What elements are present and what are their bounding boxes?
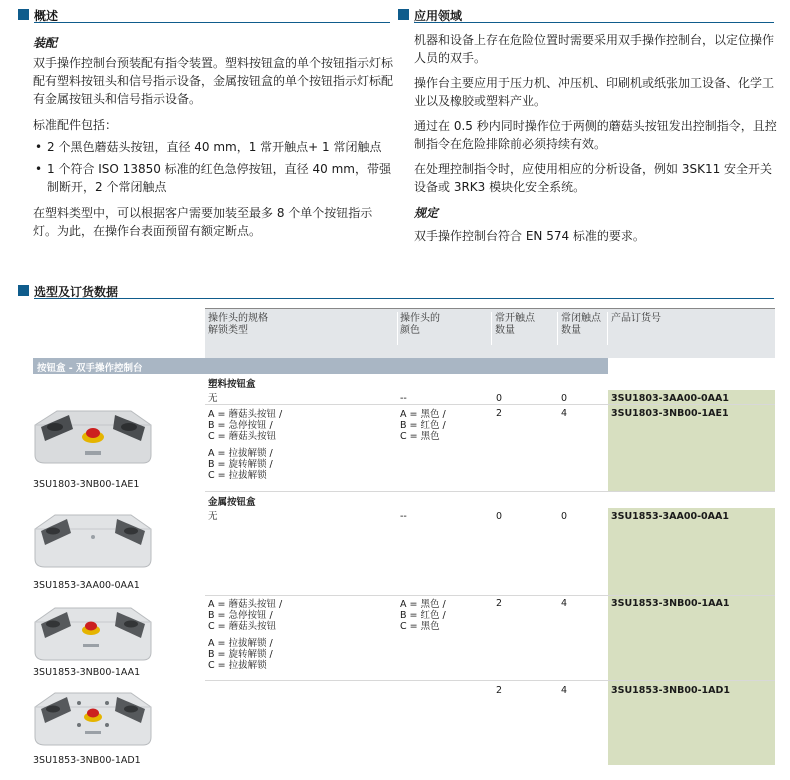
table-header-top-line [205, 308, 775, 309]
color-line: C = 黑色 [400, 621, 440, 632]
header-no-contacts [495, 313, 535, 337]
overview-heading [18, 7, 390, 23]
table-header [205, 309, 775, 358]
color-dash: -- [400, 511, 407, 522]
application-para: 操作台主要应用于压力机、冲压机、印刷机或纸张加工设备、化学工业以及橡胶或塑料产业。 [414, 76, 775, 108]
no-count: 2 [496, 408, 503, 419]
color-dash: -- [400, 393, 407, 404]
spec-line: C = 蘑菇头按钮 [208, 621, 277, 632]
overview-para-1: 双手操作控制台预装配有指令装置。塑料按钮盒的单个按钮指示灯标配有塑料按钮头和信号指示设备，金属按钮盒的单个按钮指示灯标配有金属按钮头和信号指示设备。 [33, 56, 394, 106]
section-rule [34, 298, 774, 299]
unlock-line: B = 旋转解锁 / [208, 459, 273, 470]
order-number[interactable]: 3SU1853-3NB00-1AD1 [611, 685, 730, 696]
header-separator [607, 312, 608, 345]
nc-count: 0 [561, 393, 568, 404]
header-no-line1: 常开触点 [495, 313, 535, 324]
header-order-line1: 产品订货号 [611, 313, 661, 324]
nc-count: 4 [561, 598, 568, 609]
nc-count: 0 [561, 511, 568, 522]
bullet-item: • 2 个黑色蘑菇头按钮，直径 40 mm，1 常开触点+ 1 常闭触点 [33, 138, 393, 156]
regulation-title: 规定 [414, 206, 439, 220]
standard-parts-label: 标准配件包括： [33, 118, 118, 132]
section-rule [34, 22, 390, 23]
unlock-line: C = 拉拔解锁 [208, 660, 267, 671]
spec-none: 无 [208, 393, 218, 404]
order-cell-bg [608, 508, 775, 765]
group-bar [33, 358, 608, 374]
application-body [414, 31, 777, 245]
application-para: 在处理控制指令时，应使用相应的分析设备，例如 3SK11 安全开关设备或 3RK3 模块化安全系统。 [414, 162, 773, 194]
product-image-label: 3SU1853-3NB00-1AD1 [33, 755, 141, 766]
plastic-box-title: 塑料按钮盒 [208, 379, 256, 390]
row-separator [205, 595, 775, 596]
no-count: 2 [496, 598, 503, 609]
unlock-line: C = 拉拔解锁 [208, 470, 267, 481]
application-title: 应用领域 [414, 9, 463, 23]
order-number[interactable]: 3SU1803-3AA00-0AA1 [611, 393, 729, 404]
spec-unlock [208, 638, 273, 671]
header-order-no [611, 313, 661, 325]
spec-line: B = 急停按钮 / [208, 420, 273, 431]
row-separator [205, 491, 775, 492]
spec-unlock [208, 448, 273, 481]
header-separator [397, 312, 398, 345]
application-heading [398, 7, 774, 23]
section-rule [414, 22, 774, 23]
product-image-metal-estop-lamps [33, 683, 153, 753]
overview-subtitle: 装配 [33, 36, 58, 50]
selection-title: 选型及订货数据 [34, 285, 119, 299]
section-marker [398, 9, 409, 20]
header-spec [208, 313, 268, 337]
color-line: A = 黑色 / [400, 409, 446, 420]
color-list [400, 409, 446, 442]
product-image-metal-blank [33, 505, 153, 575]
spec-line: A = 蘑菇头按钮 / [208, 599, 283, 610]
color-line: C = 黑色 [400, 431, 440, 442]
nc-count: 4 [561, 408, 568, 419]
product-image-plastic-estop [33, 403, 153, 473]
spec-line: A = 蘑菇头按钮 / [208, 409, 283, 420]
color-line: B = 红色 / [400, 610, 446, 621]
spec-heads [208, 409, 282, 442]
order-number[interactable]: 3SU1853-3AA00-0AA1 [611, 511, 729, 522]
header-color [400, 313, 440, 337]
header-spec-line1: 操作头的规格 [208, 313, 268, 324]
header-color-line2: 颜色 [400, 325, 420, 336]
group-bar-label: 按钮盒 - 双手操作控制台 [37, 363, 143, 374]
header-no-line2: 数量 [495, 325, 515, 336]
header-separator [491, 312, 492, 345]
product-image-label: 3SU1853-3NB00-1AA1 [33, 667, 141, 678]
application-para: 通过在 0.5 秒内同时操作位于两侧的蘑菇头按钮发出控制指令，且控制指令在危险排除前必须持续有效。 [414, 119, 777, 151]
header-nc-line1: 常闭触点 [561, 313, 601, 324]
spec-heads [208, 599, 282, 632]
color-line: A = 黑色 / [400, 599, 446, 610]
section-marker [18, 9, 29, 20]
section-marker [18, 285, 29, 296]
order-cell-bg [608, 390, 775, 491]
header-nc-contacts [561, 313, 601, 337]
header-color-line1: 操作头的 [400, 313, 440, 324]
product-image-metal-estop [33, 598, 153, 668]
overview-body [33, 34, 393, 240]
spec-line: B = 急停按钮 / [208, 610, 273, 621]
color-line: B = 红色 / [400, 420, 446, 431]
row-separator [205, 404, 775, 405]
product-image-label: 3SU1853-3AA00-0AA1 [33, 580, 140, 591]
unlock-line: A = 拉拔解锁 / [208, 448, 273, 459]
header-separator [557, 312, 558, 345]
application-para: 机器和设备上存在危险位置时需要采用双手操作控制台，以定位操作人员的双手。 [414, 33, 775, 65]
no-count: 2 [496, 685, 503, 696]
metal-box-title: 金属按钮盒 [208, 497, 256, 508]
unlock-line: B = 旋转解锁 / [208, 649, 273, 660]
unlock-line: A = 拉拔解锁 / [208, 638, 273, 649]
no-count: 0 [496, 511, 503, 522]
product-image-label: 3SU1803-3NB00-1AE1 [33, 479, 140, 490]
row-separator [205, 680, 775, 681]
order-number[interactable]: 3SU1803-3NB00-1AE1 [611, 408, 729, 419]
no-count: 0 [496, 393, 503, 404]
header-nc-line2: 数量 [561, 325, 581, 336]
overview-para-2: 在塑料类型中，可以根据客户需要加装至最多 8 个单个按钮指示灯。为此，在操作台表面预留有额定断点。 [33, 206, 373, 238]
spec-none: 无 [208, 511, 218, 522]
overview-title: 概述 [34, 9, 59, 23]
spec-line: C = 蘑菇头按钮 [208, 431, 277, 442]
selection-heading [18, 283, 774, 299]
order-number[interactable]: 3SU1853-3NB00-1AA1 [611, 598, 730, 609]
nc-count: 4 [561, 685, 568, 696]
bullet-item: • 1 个符合 ISO 13850 标准的红色急停按钮，直径 40 mm，带强制断开，2 个常闭触点 [33, 160, 393, 196]
header-spec-line2: 解锁类型 [208, 325, 248, 336]
color-list [400, 599, 446, 632]
regulation-text: 双手操作控制台符合 EN 574 标准的要求。 [414, 229, 645, 243]
